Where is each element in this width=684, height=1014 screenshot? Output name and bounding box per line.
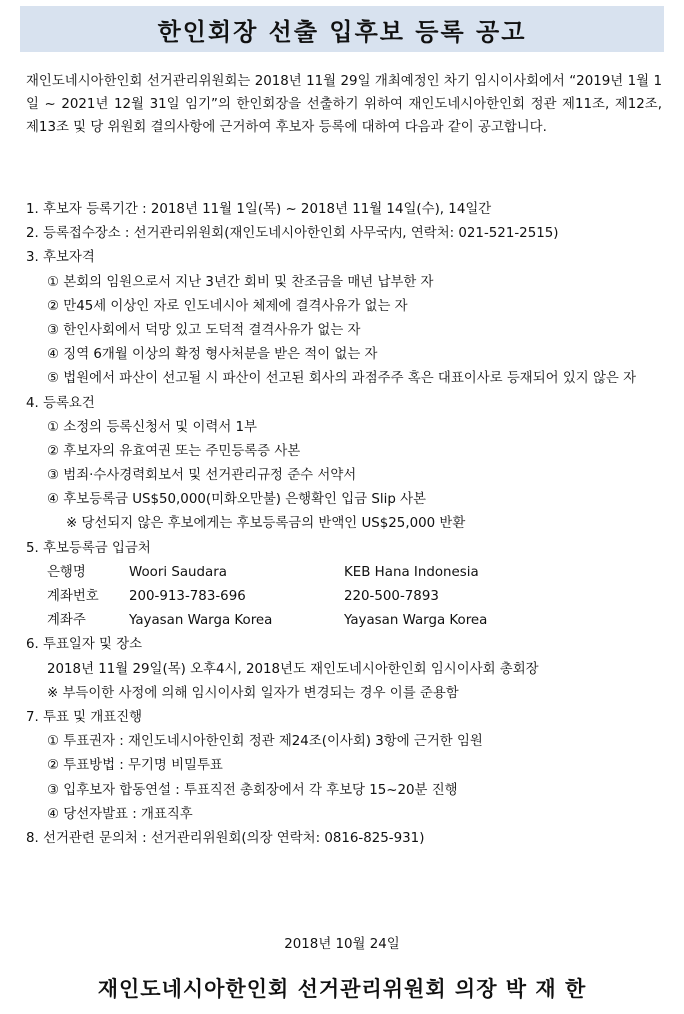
requirement-item: ③ 범죄·수사경력회보서 및 선거관리규정 준수 서약서 [47,468,357,484]
account-value-2: KEB Hana Indonesia [344,564,479,580]
procedure-item: ③ 입후보자 합동연설 : 투표직전 총회장에서 각 후보당 15~20분 진행 [47,782,458,798]
requirement-item: ② 후보자의 유효여권 또는 주민등록증 사본 [47,443,301,459]
title-banner [20,6,664,52]
intro-paragraph: 재인도네시아한인회 선거관리위원회는 2018년 11월 29일 개최예정인 차기 임시이사회에서 “2019년 1월 1일 ~ 2021년 12월 31일 임기”의 한인회장을 선출하기 위하여 재인도네시아한인회 정관 제11조, 제12조, 제13조 및 당 위원회 결의사항에 근거하여 후보자 등록에 대하여 다음과 같이 공고합니다. [26,74,662,135]
account-label: 은행명 [47,564,86,580]
account-value-1: 200-913-783-696 [129,589,246,605]
signature-line: 재인도네시아한인회 선거관리위원회 의장 박 재 한 [97,977,587,1001]
account-value-2: Yayasan Warga Korea [344,613,488,629]
procedure-item: ② 투표방법 : 무기명 비밀투표 [47,758,223,774]
section-deposit-heading: 5. 후보등록금 입금처 [26,540,151,556]
section-registration-place: 2. 등록접수장소 : 선거관리위원회(재인도네시아한인회 사무국内, 연락처: 021-521-2515) [26,226,559,242]
account-row-number [26,585,666,609]
account-value-1: Woori Saudara [129,564,227,580]
account-label: 계좌번호 [47,589,99,605]
qualification-item: ⑤ 법원에서 파산이 선고될 시 파산이 선고된 회사의 과점주주 혹은 대표이사로 등재되어 있지 않은 자 [47,371,637,387]
account-value-1: Yayasan Warga Korea [129,613,273,629]
qualification-item: ④ 징역 6개월 이상의 확정 형사처분을 받은 적이 없는 자 [47,347,378,363]
qualification-item: ③ 한인사회에서 덕망 있고 도덕적 결격사유가 없는 자 [47,322,361,338]
account-row-bank [26,561,666,585]
section-registration-period: 1. 후보자 등록기간 : 2018년 11월 1일(목) ~ 2018년 11월 14일(수), 14일간 [26,202,492,217]
notice-date: 2018년 10월 24일 [284,937,400,952]
page-title: 한인회장 선출 입후보 등록 공고 [157,17,527,46]
refund-note: ※ 당선되지 않은 후보에게는 후보등록금의 반액인 US$25,000 반환 [66,516,466,532]
notice-body [26,198,666,851]
voting-date-note: ※ 부득이한 사정에 의해 임시이사회 일자가 변경되는 경우 이를 준용함 [47,685,459,701]
section-requirements-heading: 4. 등록요건 [26,395,95,411]
voting-date-detail: 2018년 11월 29일(목) 오후4시, 2018년도 재인도네시아한인회 임시이사회 총회장 [47,661,539,677]
account-value-2: 220-500-7893 [344,589,439,605]
section-contact: 8. 선거관련 문의처 : 선거관리위원회(의장 연락처: 0816-825-931) [26,830,425,846]
qualification-item: ① 본회의 임원으로서 지난 3년간 회비 및 찬조금을 매년 납부한 자 [47,274,434,290]
procedure-item: ① 투표권자 : 재인도네시아한인회 정관 제24조(이사회) 3항에 근거한 임원 [47,734,483,750]
account-label: 계좌주 [47,613,86,629]
account-row-holder [26,609,666,633]
qualification-item: ② 만45세 이상인 자로 인도네시아 체제에 결격사유가 없는 자 [47,298,408,314]
section-voting-date-heading: 6. 투표일자 및 장소 [26,637,143,653]
section-voting-procedure-heading: 7. 투표 및 개표진행 [26,709,143,725]
section-qualifications-heading: 3. 후보자격 [26,250,95,266]
requirement-item: ④ 후보등록금 US$50,000(미화오만불) 은행확인 입금 Slip 사본 [47,492,426,508]
requirement-item: ① 소정의 등록신청서 및 이력서 1부 [47,419,257,435]
procedure-item: ④ 당선자발표 : 개표직후 [47,806,193,822]
